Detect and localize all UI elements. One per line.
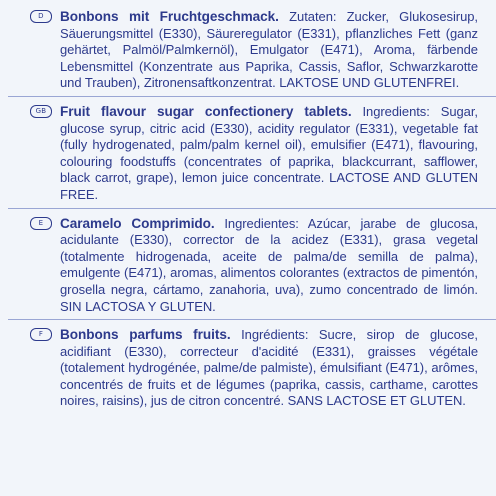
ingredients-gb: Ingredients: Sugar, glucose syrup, citric acid (E330), acidity regulator (E331), vegetable fat (fully hydrogenated, palm/palm kernel oil), emulsifier (E471), flavouring, colouring foodstuffs (concentrates of paprika, blackcurrant, safflower, black carrot, grape), lemon juice concentrate. LACTOSE AND GLUTEN FREE. <box>60 103 478 202</box>
country-badge-d: D <box>30 10 52 23</box>
country-badge-gb: GB <box>30 105 52 118</box>
section-text-gb <box>60 104 478 204</box>
section-text-es <box>60 216 478 316</box>
ingredients-es: Ingredientes: Azúcar, jarabe de glucosa, acidulante (E330), corrector de la acidez (E331), grasa vegetal (totalmente hidrogenada, aceite de palma/de semilla de palma), emulgente (E471), aromas, alimentos colorantes (extractos de pimentón, grosella negra, cártamo, zanahoria, uva), zumo concentrado de limón. SIN LACTOSA Y GLUTEN. <box>60 215 479 314</box>
country-badge-e: E <box>30 217 52 230</box>
section-text-fr <box>60 327 478 410</box>
ingredients-fr: Ingrédients: Sucre, sirop de glucose, acidifiant (E330), correcteur d'acidité (E331), graisses végétale (totalement hydrogénée, palme/de palmiste), émulsifiant (E471), arômes, concentrés de fruits et de légumes (paprika, cassis, carthame, carottes noires, raisins), jus de citron concentré. SANS LACTOSE ET GLUTEN. <box>60 327 478 409</box>
product-name-es: Caramelo Comprimido. <box>60 215 215 231</box>
section-es <box>38 215 479 316</box>
ingredients-de: Zutaten: Zucker, Glukosesirup, Säuerungsmittel (E330), Säureregulator (E331), pflanzliches Fett (ganz gehärtet, Palmöl/Palmkernöl), Emulgator (E471), Aroma, färbende Lebensmittel (Konzentrate aus Paprika, Cassis, Saflor, Schwarzkarotte und Trauben), Zitronensaftkonzentrat. LAKTOSE UND GLUTENFREI. <box>60 9 478 91</box>
product-name-fr: Bonbons parfums fruits. <box>60 327 231 343</box>
section-de <box>38 9 478 92</box>
section-fr <box>38 327 478 410</box>
product-name-gb: Fruit flavour sugar confectionery tablets. <box>60 103 352 119</box>
section-text-de <box>60 9 478 92</box>
country-badge-f: F <box>30 328 52 341</box>
divider <box>8 319 496 320</box>
section-gb <box>35 103 478 204</box>
divider <box>8 208 496 209</box>
product-name-de: Bonbons mit Fruchtgeschmack. <box>60 9 279 24</box>
divider <box>8 96 496 97</box>
